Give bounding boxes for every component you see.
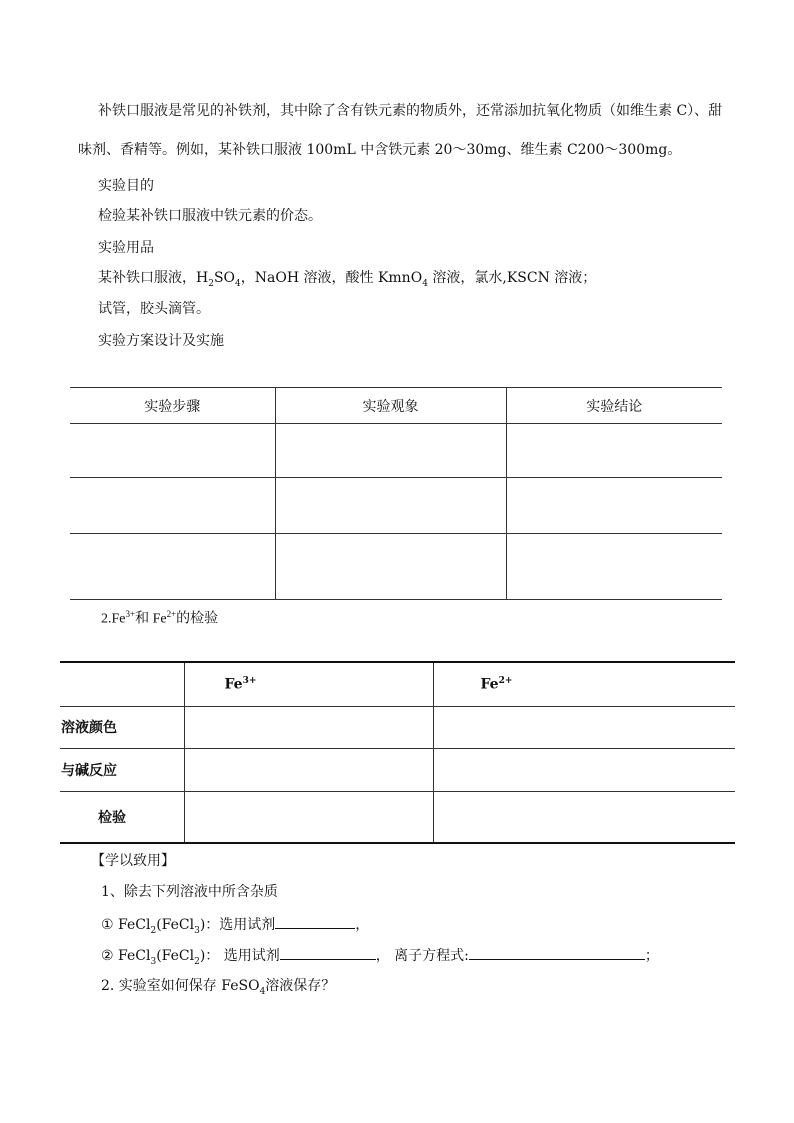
table-cell[interactable] bbox=[506, 534, 722, 600]
intro-line-2: 味剂、香精等。例如，某补铁口服液 100mL 中含铁元素 20～30mg、维生素 C200～300mg。 bbox=[78, 142, 682, 158]
table-cell bbox=[60, 662, 184, 706]
table-cell[interactable] bbox=[275, 534, 506, 600]
table-cell[interactable] bbox=[275, 424, 506, 478]
experiment-table bbox=[70, 387, 722, 600]
table-cell[interactable] bbox=[433, 748, 735, 791]
table-cell[interactable] bbox=[184, 748, 433, 791]
question-1: 1、除去下列溶液中所含杂质 bbox=[101, 884, 278, 900]
row-label-color: 溶液颜色 bbox=[60, 706, 184, 748]
table-cell[interactable] bbox=[184, 791, 433, 843]
header-fe3: $Fe^{3+}$ bbox=[184, 662, 433, 706]
question-2: 2. 实验室如何保存 FeSO$_4$溶液保存？ bbox=[101, 978, 336, 997]
table-cell[interactable] bbox=[70, 534, 275, 600]
row-label-test: 检验 bbox=[60, 791, 184, 843]
table-cell[interactable] bbox=[433, 791, 735, 843]
design-heading: 实验方案设计及实施 bbox=[98, 333, 224, 349]
section-2-heading: $2.Fe^{3+}$和 $Fe^{2+}$的检验 bbox=[101, 609, 219, 627]
materials-heading: 实验用品 bbox=[98, 240, 154, 256]
table-cell[interactable] bbox=[184, 706, 433, 748]
table-cell[interactable] bbox=[506, 424, 722, 478]
table-cell[interactable] bbox=[70, 424, 275, 478]
materials-line-2: 试管，胶头滴管。 bbox=[98, 301, 210, 317]
answer-blank[interactable] bbox=[469, 945, 645, 960]
purpose-heading: 实验目的 bbox=[98, 178, 154, 194]
answer-blank[interactable] bbox=[275, 914, 355, 929]
intro-line-1: 补铁口服液是常见的补铁剂，其中除了含有铁元素的物质外，还常添加抗氧化物质（如维生素 C）、甜 bbox=[98, 103, 723, 119]
ion-test-table bbox=[60, 661, 735, 844]
item-1: ① FeCl$_2$(FeCl$_3$)：选用试剂 ， bbox=[101, 914, 369, 941]
purpose-text: 检验某补铁口服液中铁元素的价态。 bbox=[98, 208, 322, 224]
answer-blank[interactable] bbox=[280, 945, 376, 960]
header-observation: 实验观象 bbox=[275, 388, 506, 424]
header-fe2: $Fe^{2+}$ bbox=[433, 662, 735, 706]
table-cell[interactable] bbox=[433, 706, 735, 748]
header-conclusion: 实验结论 bbox=[506, 388, 722, 424]
row-label-base-reaction: 与碱反应 bbox=[60, 748, 184, 791]
item-2: ② FeCl$_3$(FeCl$_2$)： 选用试剂 ， 离子方程式: ； bbox=[101, 945, 659, 972]
table-cell[interactable] bbox=[506, 478, 722, 534]
apply-heading: 【学以致用】 bbox=[91, 853, 175, 869]
materials-line-1: 某补铁口服液，$H_2SO_4$，NaOH 溶液，酸性 KmnO$_4$ 溶液，氯水,KSCN 溶液； bbox=[98, 270, 597, 289]
header-steps: 实验步骤 bbox=[70, 388, 275, 424]
table-cell[interactable] bbox=[275, 478, 506, 534]
table-cell[interactable] bbox=[70, 478, 275, 534]
